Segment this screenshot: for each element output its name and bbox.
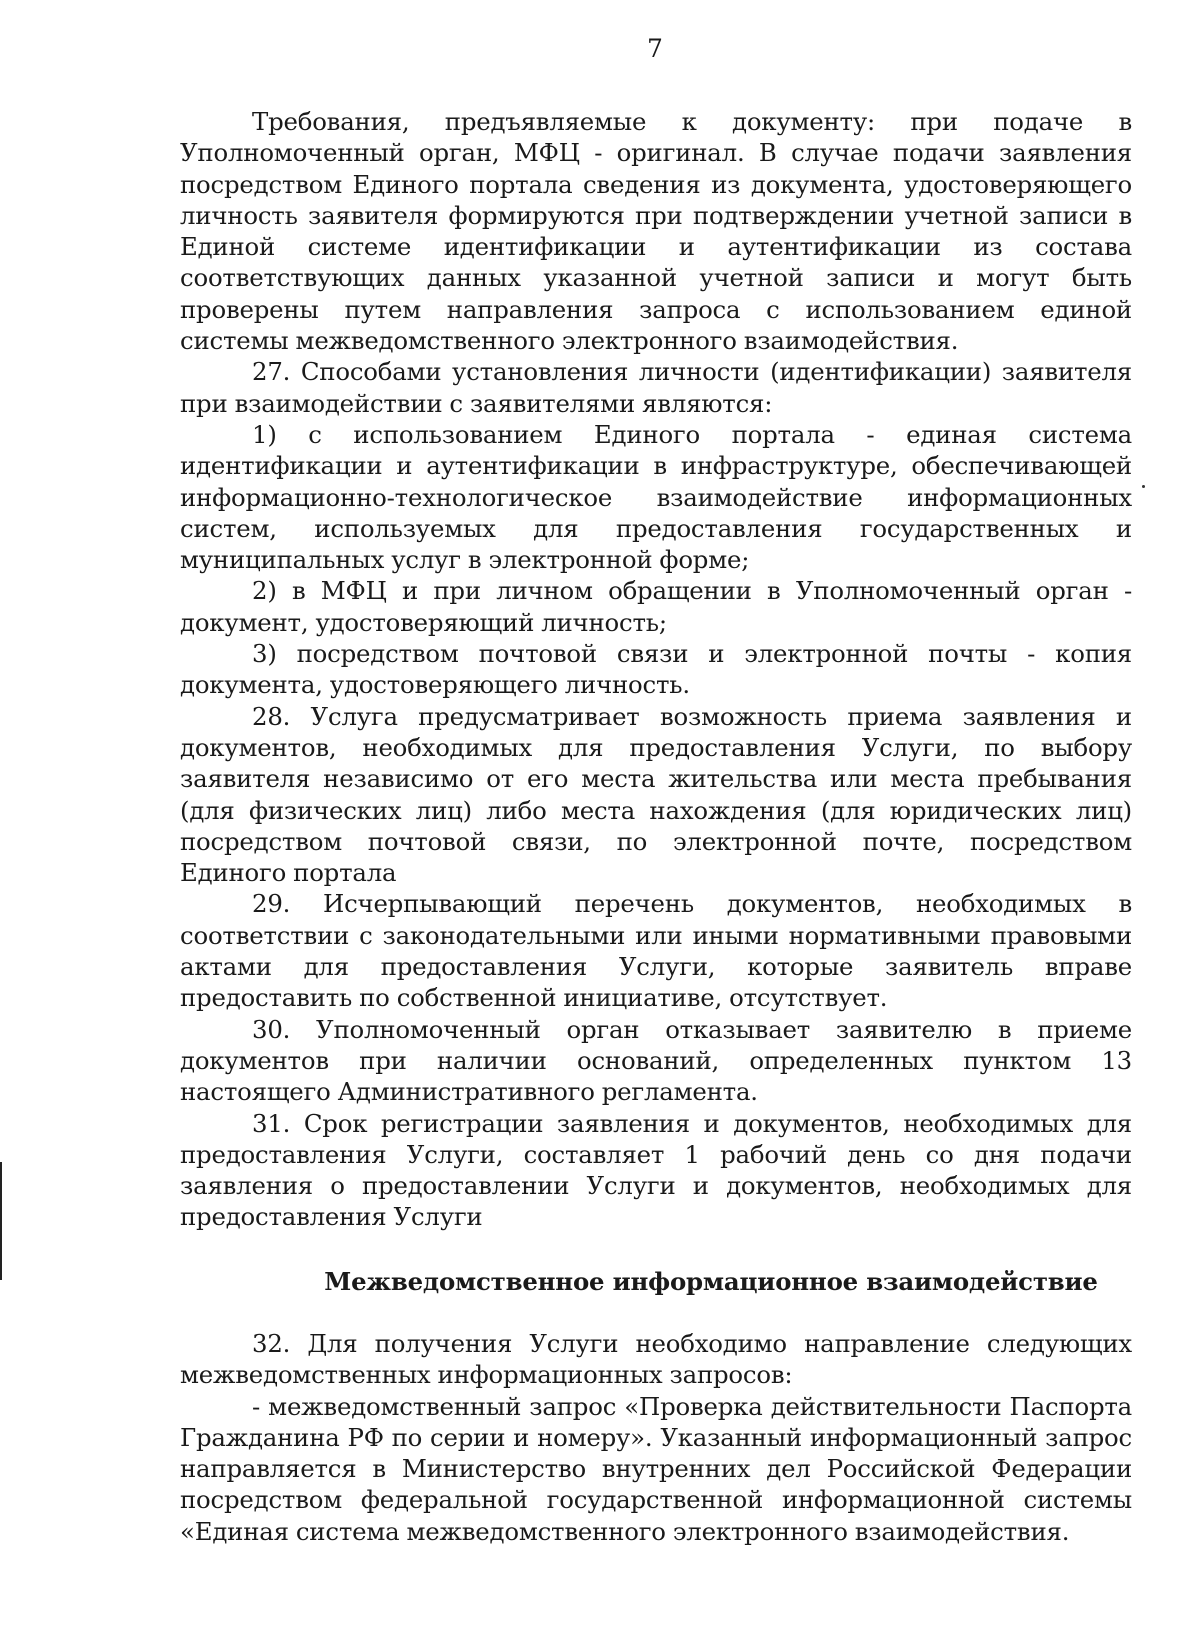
paragraph-32: 32. Для получения Услуги необходимо направление следующих межведомственных информационных запросов:: [180, 1328, 1132, 1390]
list-item-request: - межведомственный запрос «Проверка действительности Паспорта Гражданина РФ по серии и номеру». Указанный информационный запрос направляется в Министерство внутренних дел Российской Федерации посредством федеральной государственной информационной системы «Единая система межведомственного электронного взаимодействия.: [180, 1391, 1132, 1546]
scan-speck: [1142, 485, 1145, 488]
page-number: 7: [647, 34, 663, 63]
list-item-1: 1) с использованием Единого портала - единая система идентификации и аутентификации в инфраструктуре, обеспечивающей информационно-технологическое взаимодействие информационных систем, используемых для предоставления государственных и муниципальных услуг в электронной форме;: [180, 419, 1132, 575]
list-item-2: 2) в МФЦ и при личном обращении в Уполномоченный орган - документ, удостоверяющий личность;: [180, 576, 1132, 637]
section-heading: Межведомственное информационное взаимодействие: [324, 1266, 1098, 1296]
paragraph-29: 29. Исчерпывающий перечень документов, необходимых в соответствии с законодательными или иными нормативными правовыми актами для предоставления Услуги, которые заявитель вправе предоставить по собственной инициативе, отсутствует.: [180, 889, 1132, 1013]
list-item-3: 3) посредством почтовой связи и электронной почты - копия документа, удостоверяющего личность.: [180, 639, 1132, 700]
binding-margin-mark: [0, 1162, 2, 1280]
paragraph-28: 28. Услуга предусматривает возможность приема заявления и документов, необходимых для предоставления Услуги, по выбору заявителя независимо от его места жительства или места пребывания (для физических лиц) либо места нахождения (для юридических лиц) посредством почтовой связи, по электронной почте, посредством Единого портала: [180, 701, 1132, 888]
paragraph-31: 31. Срок регистрации заявления и документов, необходимых для предоставления Услуги, составляет 1 рабочий день со дня подачи заявления о предоставлении Услуги и документов, необходимых для предоставления Услуги: [180, 1108, 1132, 1232]
paragraph-27: 27. Способами установления личности (идентификации) заявителя при взаимодействии с заявителями являются:: [180, 357, 1132, 418]
paragraph-document-requirements: Требования, предъявляемые к документу: при подаче в Уполномоченный орган, МФЦ - оригинал. В случае подачи заявления посредством Единого портала сведения из документа, удостоверяющего личность заявителя формируются при подтверждении учетной записи в Единой системе идентификации и аутентификации из состава соответствующих данных указанной учетной записи и могут быть проверены путем направления запроса с использованием единой системы межведомственного электронного взаимодействия.: [180, 107, 1132, 356]
document-body: [180, 106, 1132, 1547]
paragraph-30: 30. Уполномоченный орган отказывает заявителю в приеме документов при наличии оснований, определенных пунктом 13 настоящего Административного регламента.: [180, 1014, 1132, 1107]
